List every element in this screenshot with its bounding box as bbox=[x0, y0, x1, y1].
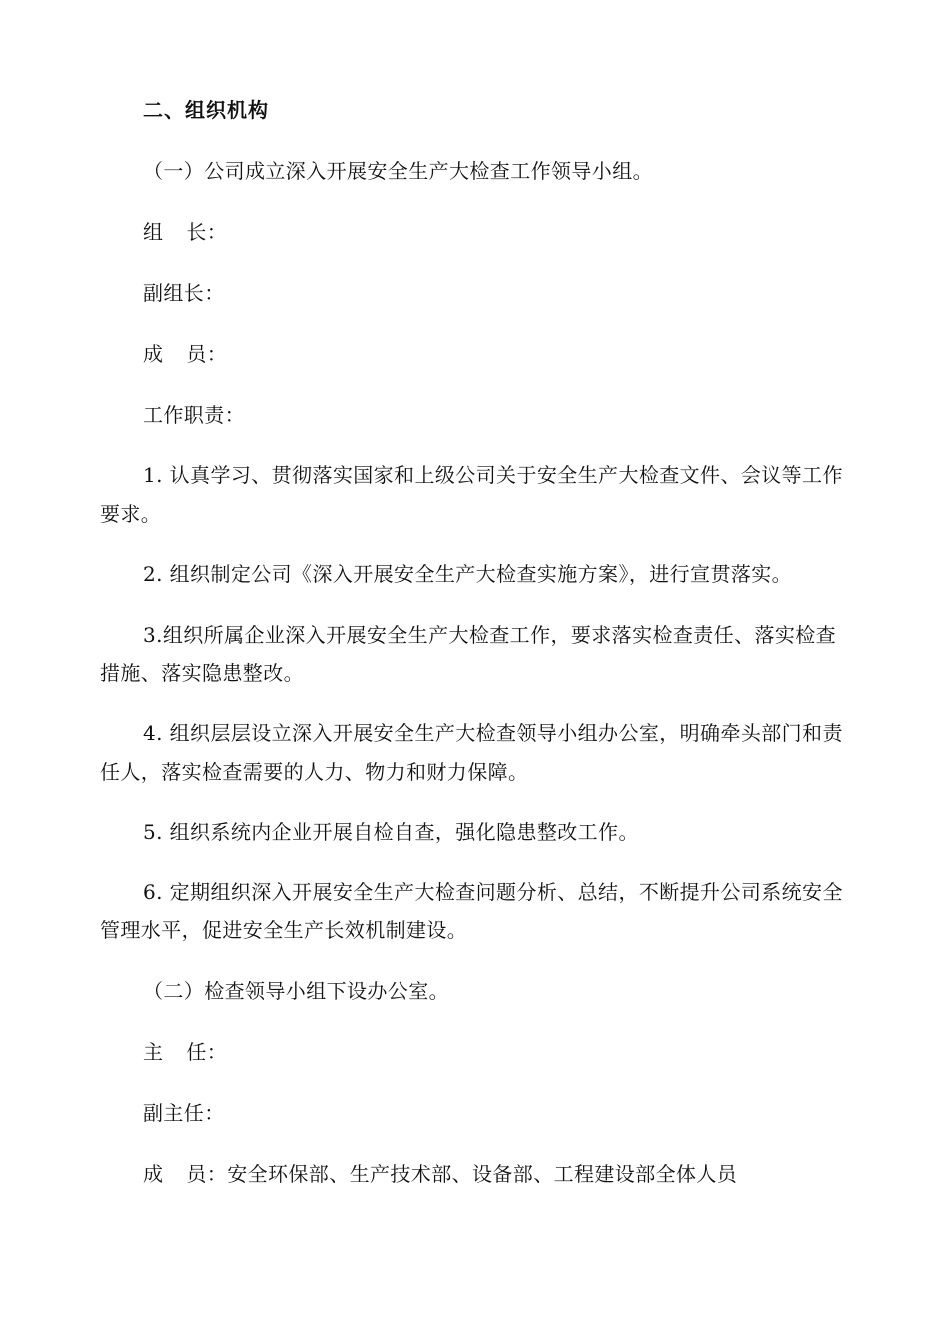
director-label-a: 主 bbox=[143, 1040, 164, 1064]
leader-row bbox=[143, 220, 227, 244]
members-label-a: 成 bbox=[143, 342, 164, 366]
duty-3-line2: 措施、落实隐患整改。 bbox=[100, 661, 304, 685]
duty-5-line1: 5. 组织系统内企业开展自检自查，强化隐患整改工作。 bbox=[143, 820, 639, 844]
section-heading: 二、组织机构 bbox=[143, 98, 269, 122]
members-row bbox=[143, 342, 227, 366]
leader-label-a: 组 bbox=[143, 220, 164, 244]
duty-3-line1: 3.组织所属企业深入开展安全生产大检查工作，要求落实检查责任、落实检查 bbox=[143, 623, 837, 647]
director-row bbox=[143, 1040, 227, 1064]
duty-6-line1: 6. 定期组织深入开展安全生产大检查问题分析、总结，不断提升公司系统安全 bbox=[143, 880, 843, 904]
office-members-row bbox=[143, 1162, 737, 1186]
director-label-b: 任： bbox=[186, 1040, 228, 1064]
group2-title: （二）检查领导小组下设办公室。 bbox=[143, 979, 449, 1003]
duty-4-line1: 4. 组织层层设立深入开展安全生产大检查领导小组办公室，明确牵头部门和责 bbox=[143, 721, 843, 745]
deputy-director-row: 副主任： bbox=[143, 1101, 225, 1125]
office-members-label-a: 成 bbox=[143, 1162, 164, 1186]
group1-title: （一）公司成立深入开展安全生产大检查工作领导小组。 bbox=[143, 159, 653, 183]
duty-6-line2: 管理水平，促进安全生产长效机制建设。 bbox=[100, 918, 468, 942]
deputy-leader-row: 副组长： bbox=[143, 281, 225, 305]
duty-1-line2: 要求。 bbox=[100, 502, 162, 526]
duties-label: 工作职责： bbox=[143, 403, 245, 427]
duty-4-line2: 任人，落实检查需要的人力、物力和财力保障。 bbox=[100, 760, 529, 784]
office-members-label-b: 员：安全环保部、生产技术部、设备部、工程建设部全体人员 bbox=[186, 1162, 738, 1186]
leader-label-b: 长： bbox=[186, 220, 228, 244]
members-label-b: 员： bbox=[186, 342, 228, 366]
duty-1-line1: 1. 认真学习、贯彻落实国家和上级公司关于安全生产大检查文件、会议等工作 bbox=[143, 463, 843, 487]
duty-2-line1: 2. 组织制定公司《深入开展安全生产大检查实施方案》，进行宣贯落实。 bbox=[143, 562, 793, 586]
